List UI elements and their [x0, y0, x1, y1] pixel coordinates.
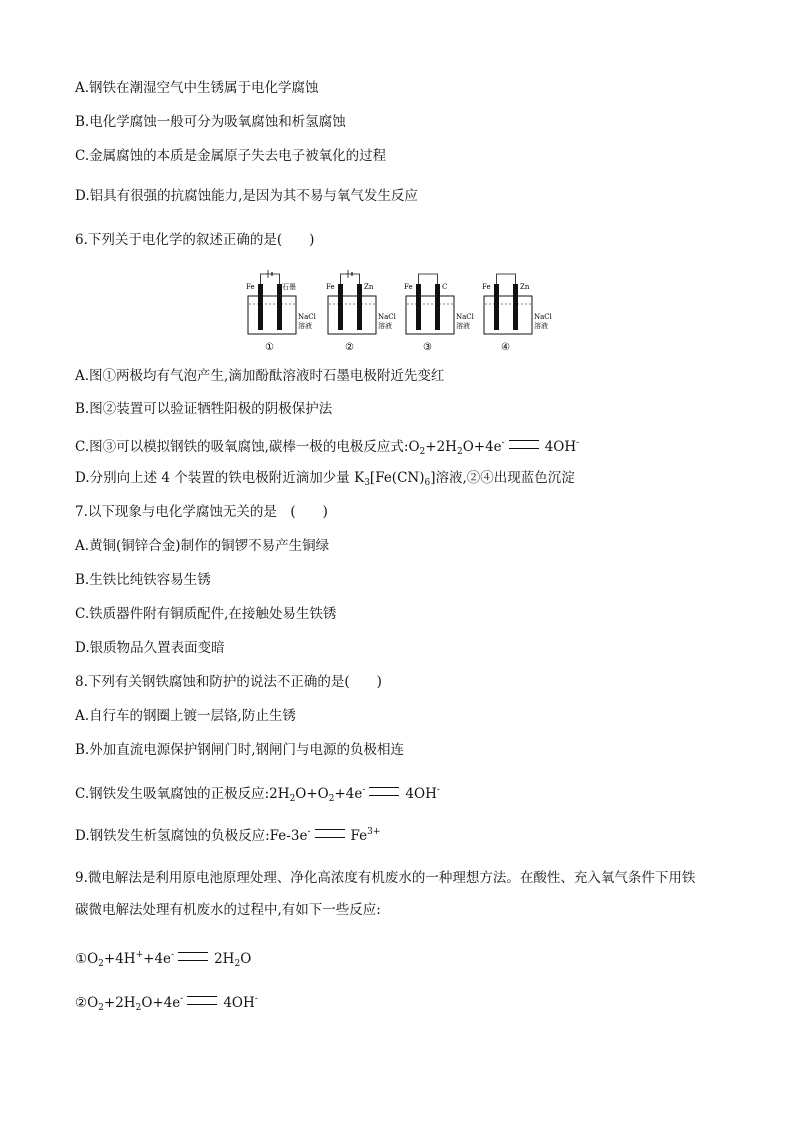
electrochemistry-figure: [246, 266, 552, 358]
equals-sign: [178, 952, 208, 961]
q5-option-d: D.铝具有很强的抗腐蚀能力,是因为其不易与氧气发生反应: [75, 188, 418, 204]
q7-option-c: C.铁质器件附有铜质配件,在接触处易生铁锈: [75, 606, 337, 622]
cell-2: [326, 270, 397, 353]
q6-stem: 6.下列关于电化学的叙述正确的是( ): [75, 232, 315, 248]
q8-option-a: A.自行车的钢圈上镀一层铬,防止生锈: [75, 708, 296, 724]
q9-reaction-2: $②O_2+2H_2O+4e^-$ 4OH-: [75, 994, 258, 1013]
equals-sign: [369, 787, 399, 796]
q7-option-d: D.银质物品久置表面变暗: [75, 640, 225, 656]
equals-sign: [315, 829, 345, 838]
cell-2-solution-1: NaCl: [378, 313, 396, 321]
cell-1-right-label: 石墨: [282, 283, 296, 291]
cell-2-solution-2: 溶液: [378, 322, 392, 330]
cell-3-right-label: C: [442, 283, 448, 291]
q9-reaction-1: $①O_2+4H^++4e^-$ $2H_2O$: [75, 950, 252, 969]
cell-4-right-label: Zn: [520, 283, 530, 291]
q7-stem: 7.以下现象与电化学腐蚀无关的是 ( ): [75, 504, 328, 520]
q8-option-c: C.钢铁发生吸氧腐蚀的正极反应$:2H_2O+O_2+4e^-$ 4OH-: [75, 785, 440, 804]
cell-4-solution-1: NaCl: [534, 313, 552, 321]
q8-option-b: B.外加直流电源保护钢闸门时,钢闸门与电源的负极相连: [75, 742, 405, 758]
cell-3-solution-1: NaCl: [456, 313, 474, 321]
cell-4: [482, 274, 552, 353]
cell-1-solution-1: NaCl: [298, 313, 316, 321]
cell-3: [404, 274, 475, 353]
q6-option-d: D.分别向上述 4 个装置的铁电极附近滴加少量 $K_3[Fe(CN)_6]$溶液,②④出现蓝色沉淀: [75, 470, 575, 488]
q9-stem-line-1: 9.微电解法是利用原电池原理处理、净化高浓度有机废水的一种理想方法。在酸性、充入氧气条件下用铁: [75, 870, 696, 886]
equals-sign: [187, 996, 217, 1005]
equals-sign: [509, 440, 539, 449]
cell-1-number: ①: [265, 342, 274, 353]
cell-2-left-label: Fe: [326, 283, 335, 291]
cell-4-number: ④: [501, 342, 510, 353]
q7-option-b: B.生铁比纯铁容易生锈: [75, 572, 211, 588]
cell-4-solution-2: 溶液: [534, 322, 548, 330]
cell-1-solution-2: 溶液: [298, 322, 312, 330]
cell-1: [246, 270, 317, 353]
cell-1-left-label: Fe: [246, 283, 255, 291]
q5-option-a: A.钢铁在潮湿空气中生锈属于电化学腐蚀: [75, 80, 319, 96]
q6-option-c: C.图③可以模拟钢铁的吸氧腐蚀,碳棒一极的电极反应式$:O_2+2H_2O+4e^-$ 4OH-: [75, 438, 580, 457]
q6-option-a: A.图①两极均有气泡产生,滴加酚酞溶液时石墨电极附近先变红: [75, 368, 445, 384]
q8-stem: 8.下列有关钢铁腐蚀和防护的说法不正确的是( ): [75, 674, 382, 690]
cell-3-number: ③: [423, 342, 432, 353]
cell-4-left-label: Fe: [482, 283, 491, 291]
cell-3-left-label: Fe: [404, 283, 413, 291]
q6-option-b: B.图②装置可以验证牺牲阳极的阴极保护法: [75, 401, 333, 417]
cell-2-number: ②: [345, 342, 354, 353]
q7-option-a: A.黄铜(铜锌合金)制作的铜锣不易产生铜绿: [75, 538, 330, 554]
q8-option-d: D.钢铁发生析氢腐蚀的负极反应:Fe-3e- $Fe^{3+}$: [75, 827, 381, 844]
q5-option-c: C.金属腐蚀的本质是金属原子失去电子被氧化的过程: [75, 148, 387, 164]
q9-stem-line-2: 碳微电解法处理有机废水的过程中,有如下一些反应:: [75, 902, 381, 918]
cell-3-solution-2: 溶液: [456, 322, 470, 330]
q5-option-b: B.电化学腐蚀一般可分为吸氧腐蚀和析氢腐蚀: [75, 114, 346, 130]
cell-2-right-label: Zn: [364, 283, 374, 291]
